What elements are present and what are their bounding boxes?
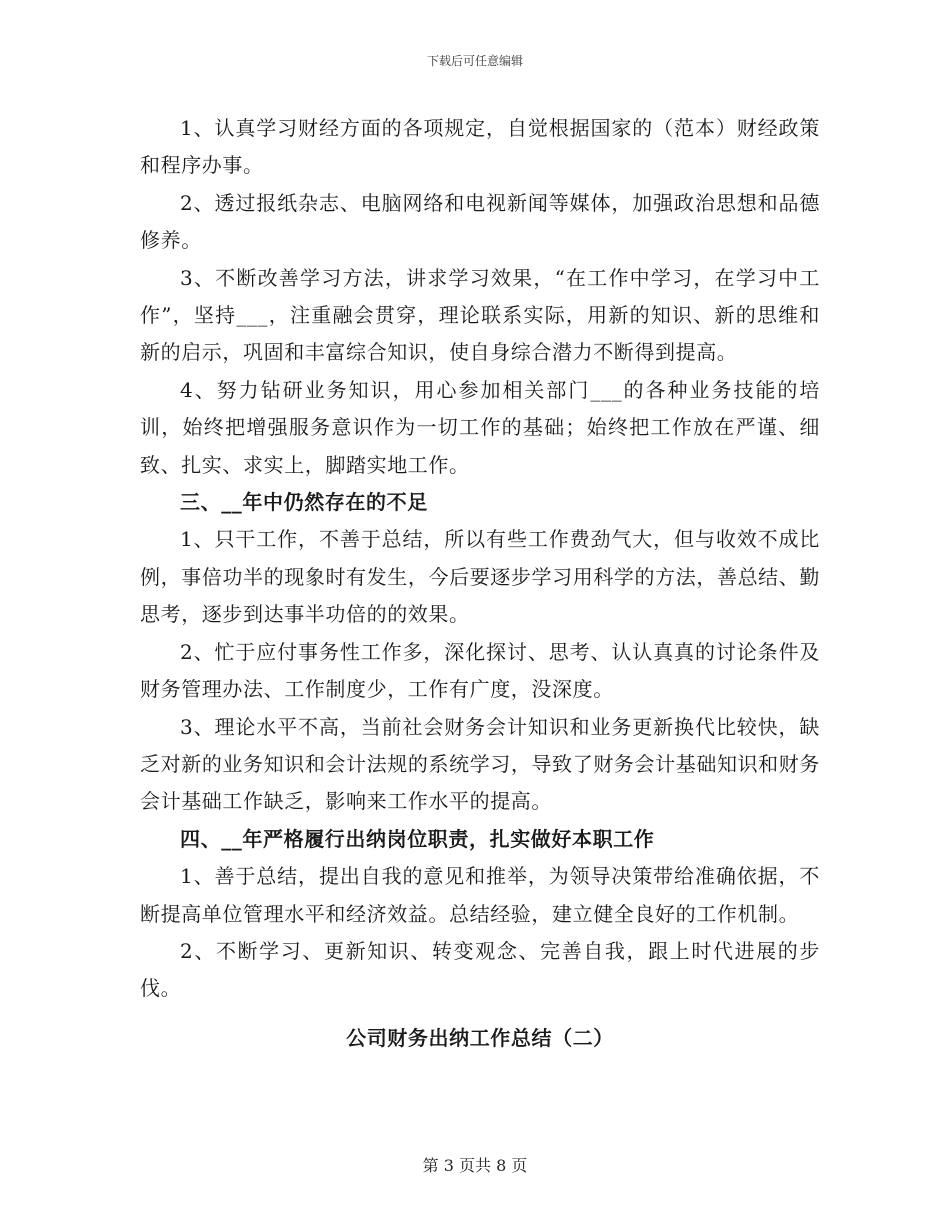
page-number: 第 3 页共 8 页 bbox=[422, 1156, 528, 1175]
paragraph-learning-methods: 3、不断改善学习方法，讲求学习效果，“在工作中学习，在学习中工作”，坚持___，注重融会贯穿，理论联系实际，用新的知识、新的思维和新的启示，巩固和丰富综合知识，使自身综合潜力不断得到提高。 bbox=[140, 265, 820, 365]
document-part-title: 公司财务出纳工作总结（二） bbox=[346, 1025, 614, 1050]
paragraph-business-knowledge: 4、努力钻研业务知识，用心参加相关部门___的各种业务技能的培训，始终把增强服务意识作为一切工作的基础；始终把工作放在严谨、细致、扎实、求实上，脚踏实地工作。 bbox=[140, 377, 820, 477]
paragraph-duty-summary: 1、善于总结，提出自我的意见和推举，为领导决策带给准确依据，不断提高单位管理水平和经济效益。总结经验，建立健全良好的工作机制。 bbox=[140, 864, 820, 926]
paragraph-media-study: 2、透过报纸杂志、电脑网络和电视新闻等媒体，加强政治思想和品德修养。 bbox=[140, 190, 820, 253]
section-heading-shortcomings: 三、__年中仍然存在的不足 bbox=[180, 490, 428, 515]
section-heading-duties: 四、__年严格履行出纳岗位职责，扎实做好本职工作 bbox=[180, 826, 655, 851]
paragraph-study-regulations: 1、认真学习财经方面的各项规定，自觉根据国家的（范本）财经政策和程序办事。 bbox=[140, 116, 820, 178]
paragraph-shortcoming-summary: 1、只干工作，不善于总结，所以有些工作费劲气大，但与收效不成比例，事倍功半的现象时有发生，今后要逐步学习用科学的方法，善总结、勤思考，逐步到达事半功倍的的效果。 bbox=[140, 527, 820, 627]
paragraph-shortcoming-theory: 3、理论水平不高，当前社会财务会计知识和业务更新换代比较快，缺乏对新的业务知识和会计法规的系统学习，导致了财务会计基础知识和财务会计基础工作缺乏，影响来工作水平的提高。 bbox=[140, 714, 820, 814]
paragraph-duty-learning: 2、不断学习、更新知识、转变观念、完善自我，跟上时代进展的步伐。 bbox=[140, 938, 820, 1001]
document-body bbox=[140, 110, 820, 1057]
header-note: 下载后可任意编辑 bbox=[426, 54, 523, 68]
paragraph-shortcoming-routine: 2、忙于应付事务性工作多，深化探讨、思考、认认真真的讨论条件及财务管理办法、工作制度少，工作有广度，没深度。 bbox=[140, 639, 820, 702]
